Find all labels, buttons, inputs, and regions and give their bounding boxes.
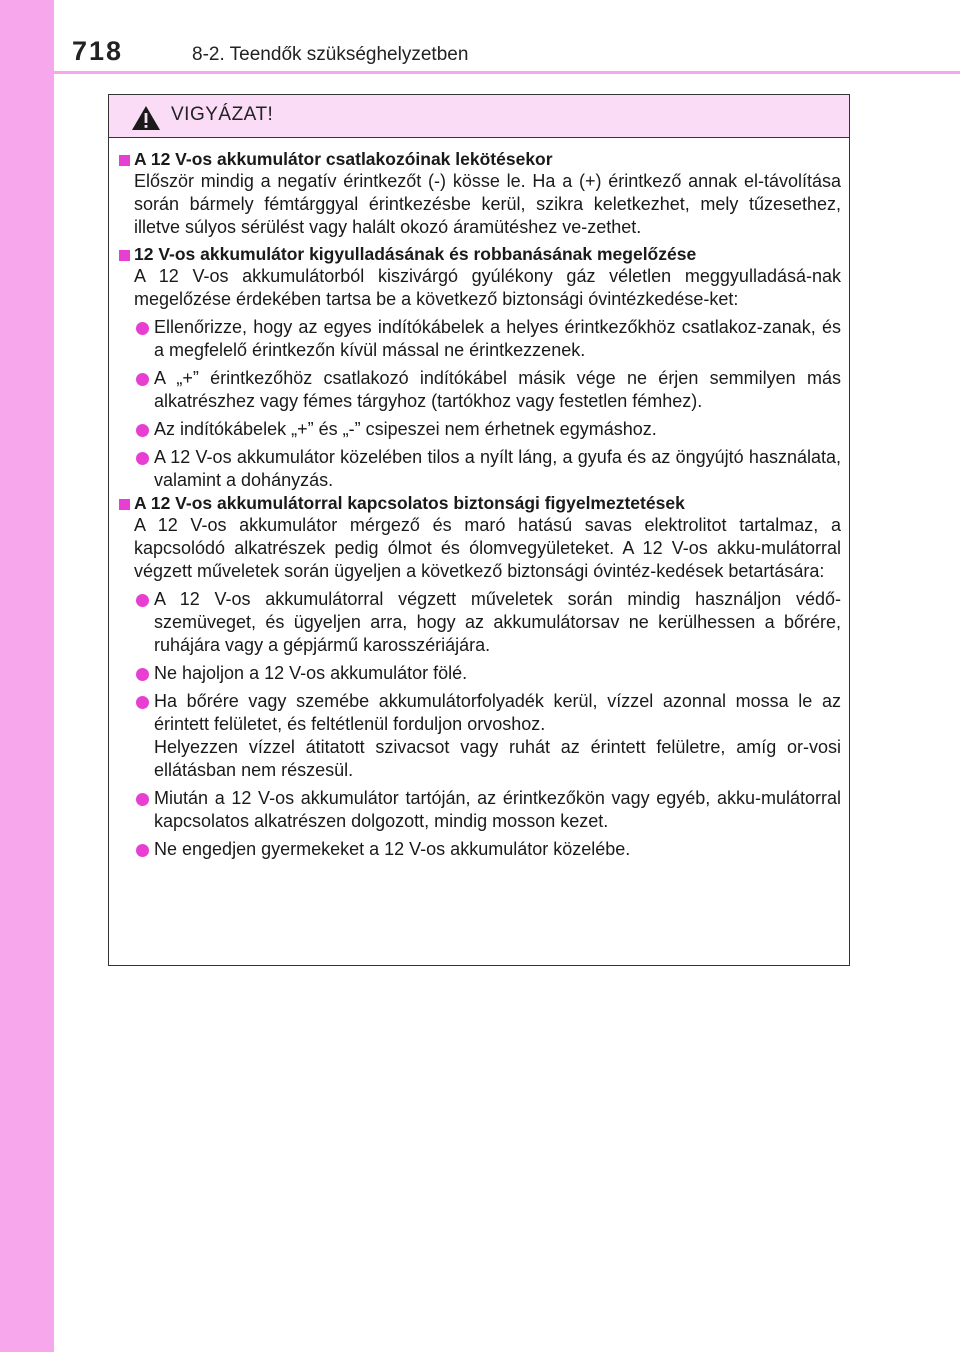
caution-header (109, 95, 849, 138)
side-tab-strip (0, 0, 54, 1352)
section-paragraph: A 12 V-os akkumulátor mérgező és maró hatású savas elektrolitot tartalmaz, a kapcsolódó alkatrészek pedig ólmot és ólomvegyületeket. A 12 V-os akku-mulátorral végzett műveletek során ügyeljen a következő biztonsági óvintéz-kedések betartására: (134, 515, 841, 581)
round-bullet-icon (136, 696, 149, 709)
section-paragraph: Először mindig a negatív érintkezőt (-) kösse le. Ha a (+) érintkező annak el-távolítása során bármely fémtárggyal érintkezésbe kerül, szikra keletkezhet, mely tűzesethez, illetve súlyos sérülést vagy halált okozó áramütéshez ve-zethet. (134, 171, 841, 237)
list-item-text: A 12 V-os akkumulátor közelében tilos a nyílt láng, a gyufa és az öngyújtó használata, valamint a dohányzás. (154, 447, 841, 490)
list-item-text: Ne hajoljon a 12 V-os akkumulátor fölé. (154, 663, 468, 683)
list-item (109, 367, 841, 413)
round-bullet-icon (136, 424, 149, 437)
list-item-text: A „+” érintkezőhöz csatlakozó indítókábel másik vége ne érjen semmilyen más alkatrészhez vagy fémes tárgyhoz (tartókhoz vagy festetlen fémhez). (154, 368, 841, 411)
square-bullet-icon (119, 250, 130, 261)
list-item-text: Ne engedjen gyermekeket a 12 V-os akkumulátor közelébe. (154, 839, 631, 859)
caution-section (109, 492, 841, 583)
round-bullet-icon (136, 594, 149, 607)
section-title: 8-2. Teendők szükséghelyzetben (192, 44, 469, 65)
caution-box (108, 94, 850, 966)
section-heading: 12 V-os akkumulátor kigyulladásának és robbanásának megelőzése (134, 244, 697, 264)
section-paragraph: A 12 V-os akkumulátorból kiszivárgó gyúlékony gáz véletlen meggyulladásá-nak megelőzése érdekében tartsa be a következő biztonsági óvintézkedése-ket: (134, 266, 841, 309)
caution-title: VIGYÁZAT! (171, 104, 274, 125)
list-item (109, 838, 841, 861)
caution-section (109, 148, 841, 239)
round-bullet-icon (136, 373, 149, 386)
list-item (109, 787, 841, 833)
square-bullet-icon (119, 155, 130, 166)
list-item-text: Ellenőrizze, hogy az egyes indítókábelek a helyes érintkezőkhöz csatlakoz-zanak, és a megfelelő érintkezőn kívül mással ne érintkezzenek. (154, 317, 841, 360)
round-bullet-icon (136, 793, 149, 806)
caution-body (109, 138, 849, 861)
round-bullet-icon (136, 844, 149, 857)
list-item (109, 662, 841, 685)
page-number: 718 (72, 36, 124, 66)
header-rule (54, 71, 960, 74)
list-item-text: A 12 V-os akkumulátorral végzett műveletek során mindig használjon védő-szemüveget, és ügyeljen arra, hogy az akkumulátorsav ne kerülhessen a bőrére, ruhájára vagy a gépjármű karosszériájára. (154, 589, 841, 655)
list-item-text: Ha bőrére vagy szemébe akkumulátorfolyadék kerül, vízzel azonnal mossa le az érintett felületet, és feltétlenül forduljon orvoshoz. Helyezzen vízzel átitatott szivacsot vagy ruhát az érintett felületre, amíg or-vosi ellátásban nem részesül. (154, 691, 841, 780)
round-bullet-icon (136, 668, 149, 681)
section-heading: A 12 V-os akkumulátor csatlakozóinak lekötésekor (134, 149, 553, 169)
list-item-text: Miután a 12 V-os akkumulátor tartóján, az érintkezőkön vagy egyéb, akku-mulátorral kapcsolatos alkatrészen dolgozott, mindig mosson kezet. (154, 788, 841, 831)
list-item (109, 418, 841, 441)
list-item (109, 446, 841, 492)
list-item (109, 316, 841, 362)
caution-section (109, 243, 841, 311)
round-bullet-icon (136, 452, 149, 465)
square-bullet-icon (119, 499, 130, 510)
warning-triangle-icon (131, 105, 161, 131)
list-item (109, 690, 841, 782)
page-header (54, 0, 960, 74)
list-item (109, 588, 841, 657)
round-bullet-icon (136, 322, 149, 335)
section-heading: A 12 V-os akkumulátorral kapcsolatos biztonsági figyelmeztetések (134, 493, 685, 513)
list-item-text: Az indítókábelek „+” és „-” csipeszei nem érhetnek egymáshoz. (154, 419, 657, 439)
